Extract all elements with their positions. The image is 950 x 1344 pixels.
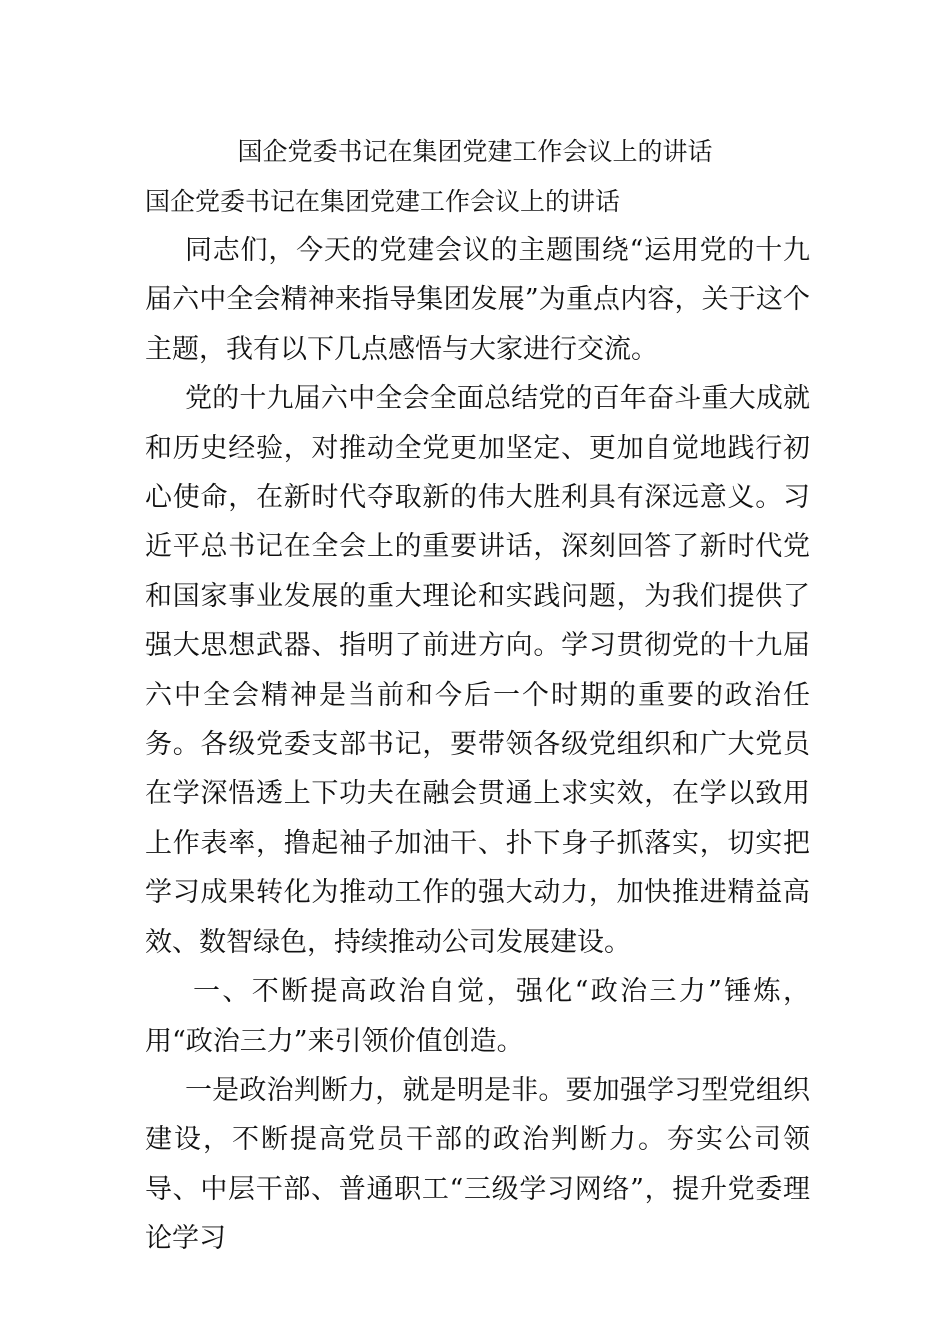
paragraph-intro: 同志们，今天的党建会议的主题围绕“运用党的十九届六中全会精神来指导集团发展”为重点内容，关于这个主题，我有以下几点感悟与大家进行交流。 [145, 235, 810, 365]
document-title-left: 国企党委书记在集团党建工作会议上的讲话 [145, 187, 621, 216]
section-heading-1: 一、不断提高政治自觉，强化“政治三力”锤炼，用“政治三力”来引领价值创造。 [145, 976, 810, 1057]
paragraph-point-1: 一是政治判断力，就是明是非。要加强学习型党组织建设，不断提高党员干部的政治判断力。夯实公司领导、中层干部、普通职工“三级学习网络”，提升党委理论学习 [145, 1074, 810, 1255]
document-body [145, 226, 810, 1264]
paragraph-background: 党的十九届六中全会全面总结党的百年奋斗重大成就和历史经验，对推动全党更加坚定、更加自觉地践行初心使命，在新时代夺取新的伟大胜利具有深远意义。习近平总书记在全会上的重要讲话，深刻回答了新时代党和国家事业发展的重大理论和实践问题，为我们提供了强大思想武器、指明了前进方向。学习贯彻党的十九届六中全会精神是当前和今后一个时期的重要的政治任务。各级党委支部书记，要带领各级党组织和广大党员在学深悟透上下功夫在融会贯通上求实效，在学以致用上作表率，撸起袖子加油干、扑下身子抓落实，切实把学习成果转化为推动工作的强大动力，加快推进精益高效、数智绿色，持续推动公司发展建设。 [145, 383, 810, 958]
document-title-centered: 国企党委书记在集团党建工作会议上的讲话 [237, 137, 713, 166]
